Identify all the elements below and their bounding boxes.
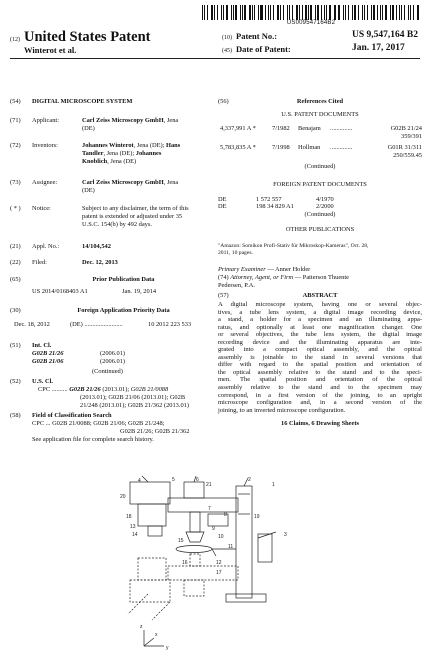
camera-box	[138, 504, 166, 526]
assignee-loc: , Jena	[163, 179, 179, 186]
figure-reference-numeral: 3	[284, 532, 287, 538]
cpc-label: CPC ..........	[38, 386, 68, 393]
axis-triad	[144, 630, 164, 646]
figure-reference-numeral: 10	[218, 534, 224, 540]
inid-code: (58)	[10, 412, 21, 419]
inid-code: (57)	[218, 292, 229, 299]
inverted-camera-box	[138, 558, 166, 580]
applicant-loc: , Jena	[163, 117, 179, 124]
stand-column	[236, 486, 252, 598]
filed-date: Dec. 12, 2013	[82, 259, 118, 266]
eyepiece-tube	[184, 482, 204, 498]
inid-code: (74)	[218, 274, 229, 281]
cpc-year: (2013.01);	[102, 386, 130, 393]
examiner-name: — Anner Holder	[267, 266, 311, 273]
figure-reference-numeral: 4	[138, 478, 141, 484]
abstract-line: differ with regard to the spatial position and orientation of	[218, 361, 422, 369]
ref-class: 359/391	[401, 133, 422, 140]
inid-code: (12)	[10, 37, 20, 43]
abstract-line: or several objectives, the tube lens system, the digital image	[218, 331, 422, 339]
abstract-line: men. The spatial position and orientation of the optical	[218, 376, 422, 384]
abstract-line: A digital microscope system, having one or several objec-	[218, 301, 422, 308]
inid-code: (54)	[10, 98, 21, 105]
figure-reference-numeral: 16	[182, 560, 188, 566]
upper-arm	[168, 498, 238, 512]
abstract-line: tives, a tube lens system, a digital image recording device,	[218, 308, 422, 316]
camera-housing	[130, 482, 170, 504]
inid-code: (52)	[10, 378, 21, 385]
inventor-loc: , Jena (DE);	[133, 142, 165, 149]
barcode-number: US009547164B2	[286, 20, 336, 26]
us-cl-line: 21/248 (2013.01); G02B 21/362 (2013.01)	[80, 402, 189, 409]
abstract-line: microscope configuration and, in a second version of the	[218, 399, 422, 407]
publication-line: 2011, 10 pages.	[218, 250, 253, 256]
foreign-country: (DE) ........................	[70, 321, 123, 328]
ref-class: G02B 21/24	[390, 125, 422, 132]
stand-side-block	[258, 534, 272, 562]
ref-country: DE	[218, 203, 227, 210]
abstract-line: a stand, a holder for a specimen and an illuminating appa-	[218, 316, 422, 324]
prior-pub-date: Jan. 19, 2014	[122, 288, 157, 295]
prior-pub-number: US 2014/0168403 A1	[32, 288, 88, 295]
microscope-drawing	[108, 474, 298, 652]
attorney-name: — Patterson Thuente	[294, 274, 349, 281]
claims-summary: 16 Claims, 6 Drawing Sheets	[281, 420, 359, 427]
notice-label: Notice:	[32, 205, 51, 212]
figure-reference-numeral: 13	[130, 524, 136, 530]
field-search-label: Field of Classification Search	[32, 412, 112, 419]
specimen-stage	[176, 546, 212, 553]
us-cl-label: U.S. Cl.	[32, 378, 53, 385]
ref-date: 2/2000	[316, 203, 334, 210]
ref-class: G01R 31/311	[387, 144, 422, 151]
ref-name: Benajam	[298, 125, 321, 132]
applicant-loc2: (DE)	[82, 124, 95, 132]
assignee-label: Assignee:	[32, 179, 58, 186]
foreign-patents-heading: FOREIGN PATENT DOCUMENTS	[273, 181, 367, 188]
inid-code: (71)	[10, 117, 21, 124]
attorney	[218, 274, 422, 290]
figure-reference-numeral: 11	[228, 544, 234, 550]
abstract-line: recording device and the illuminating apparatus are inte-	[218, 338, 422, 346]
figure-reference-numeral: 8	[224, 512, 227, 518]
foreign-priority-heading: Foreign Application Priority Data	[77, 307, 170, 314]
field-search-line: CPC ... G02B 21/0088; G02B 21/06; G02B 21/248;	[32, 420, 165, 427]
inventor-name: Tandler	[82, 149, 104, 157]
figure-reference-numeral: 7	[208, 506, 211, 512]
attorney-name: Pedersen, P.A.	[218, 281, 255, 289]
figure-reference-numeral: 9	[212, 526, 215, 532]
axis-z-label: z	[140, 624, 143, 630]
foreign-number: 10 2012 223 533	[148, 321, 192, 328]
abstract-line: joining, to an inverted microscope configuration.	[218, 406, 346, 414]
ref-date: 7/1982	[272, 125, 290, 132]
int-cl-code: G02B 21/26	[32, 350, 64, 357]
continued-note: (Continued)	[92, 368, 123, 375]
figure-reference-numeral: 5	[172, 477, 175, 483]
primary-examiner	[218, 266, 422, 274]
inverted-tube	[184, 580, 204, 596]
continued-note: (Continued)	[304, 211, 336, 218]
ref-number: 198 34 829 A1	[256, 203, 294, 210]
notice-line: patent is extended or adjusted under 35	[82, 212, 183, 220]
patent-no-label: Patent No.:	[236, 31, 278, 41]
figure-reference-numeral: 19	[254, 514, 260, 520]
axis-x-line	[144, 638, 154, 646]
figure-reference-numeral: 2	[248, 477, 251, 483]
notice-line: U.S.C. 154(b) by 492 days.	[82, 220, 152, 228]
abstract-heading-row	[218, 292, 422, 300]
ref-name: Hollman	[298, 144, 321, 151]
inid-code: (51)	[10, 342, 21, 349]
abstract-line: assembly relative to the stand and to the specimen may	[218, 384, 422, 392]
references-heading-row	[218, 98, 422, 106]
applicant-name: Carl Zeiss Microscopy GmbH	[82, 117, 164, 124]
inid-code: (10)	[222, 35, 232, 41]
ref-date: 7/1998	[272, 144, 290, 151]
ref-number: 5,783,835 A *	[220, 144, 256, 151]
inventor-name: Hans	[165, 142, 181, 149]
leader-line	[258, 532, 276, 538]
inventor-name: Knoblich	[82, 157, 108, 165]
tube-lens	[190, 512, 200, 532]
axis-x-label: x	[155, 632, 158, 638]
inid-code: (72)	[10, 142, 21, 149]
abstract-line: grated into a compact optical assembly, and the optical	[218, 346, 422, 354]
abstract-line: the optical assembly relative to the stand and to the speci-	[218, 368, 422, 376]
inid-code: (73)	[10, 179, 21, 186]
field-search-line: See application file for complete search history.	[32, 436, 154, 443]
int-cl-label: Int. Cl.	[32, 342, 52, 349]
figure-reference-numeral: 18	[126, 514, 132, 520]
patent-date: Jan. 17, 2017	[352, 43, 405, 53]
inid-code: (45)	[222, 48, 232, 54]
inverted-camera-housing	[130, 580, 170, 602]
illumination-unit	[148, 526, 162, 536]
foreign-date: Dec. 18, 2012	[14, 321, 50, 328]
inventor-name: Johannes Winterot	[82, 142, 134, 149]
ref-dots: ..............	[330, 125, 353, 132]
ref-date: 4/1970	[316, 196, 334, 203]
attorney-label: Attorney, Agent, or Firm	[230, 274, 294, 281]
figure-reference-numeral: 6	[196, 477, 199, 483]
filed-label: Filed:	[32, 259, 47, 266]
field-search-line: G02B 21/26; G02B 21/362	[120, 428, 190, 435]
leader-line	[142, 476, 148, 482]
cpc-code: G02B 21/26	[69, 386, 101, 393]
inverted-tube-lens	[190, 554, 200, 566]
other-publications-heading: OTHER PUBLICATIONS	[285, 226, 355, 233]
assignee-loc2: (DE)	[82, 186, 95, 194]
publication-line: "Amazon: Somikon Profi-Stativ für Mikroskop-Kameras", Oct. 28,	[218, 243, 369, 249]
int-cl-year: (2006.01)	[100, 358, 126, 365]
inventors-short: Winterot et al.	[24, 45, 77, 55]
abstract-heading: ABSTRACT	[302, 292, 338, 299]
figure-labels	[120, 477, 287, 576]
assignee-name: Carl Zeiss Microscopy GmbH	[82, 179, 164, 186]
ref-dots: ..............	[330, 144, 353, 151]
inventor-loc: , Jena (DE)	[107, 157, 137, 165]
notice-line: Subject to any disclaimer, the term of this	[82, 205, 189, 212]
figure-reference-numeral: 17	[216, 570, 222, 576]
inid-code: (65)	[10, 276, 21, 283]
inid-code: (56)	[218, 98, 229, 105]
figure-reference-numeral: 12	[216, 560, 222, 566]
objective	[186, 532, 204, 542]
ref-number: 4,337,991 A *	[220, 125, 256, 132]
appl-label: Appl. No.:	[32, 243, 60, 250]
inid-code: ( * )	[10, 205, 21, 212]
ref-class: 250/559.45	[393, 152, 422, 159]
int-cl-code: G02B 21/06	[32, 358, 64, 365]
inid-code: (21)	[10, 243, 21, 250]
invention-title: DIGITAL MICROSCOPE SYSTEM	[32, 98, 133, 105]
figure-reference-numeral: 20	[120, 494, 126, 500]
references-heading: References Cited	[296, 98, 344, 105]
prior-pub-heading: Prior Publication Data	[92, 276, 155, 283]
ref-country: DE	[218, 196, 227, 203]
ref-number: 1 572 557	[256, 196, 282, 203]
inid-code: (30)	[10, 307, 21, 314]
other-publication	[218, 243, 422, 257]
inventor-name: Johannes	[135, 149, 162, 157]
inverted-diagonal	[152, 602, 170, 620]
inverted-arm	[168, 566, 238, 580]
appl-number: 14/104,542	[82, 243, 111, 250]
figure-reference-numeral: 14	[132, 532, 138, 538]
figure-reference-numeral: 1	[272, 482, 275, 488]
examiner-label: Primary Examiner	[218, 266, 266, 273]
leader-line	[212, 549, 216, 556]
applicant-label: Applicant:	[32, 117, 59, 124]
axis-y-label: y	[166, 645, 169, 651]
us-cl-line: (2013.01); G02B 21/06 (2013.01); G02B	[80, 394, 186, 401]
us-patents-heading: U.S. PATENT DOCUMENTS	[281, 111, 359, 118]
doc-type: United States Patent	[24, 29, 151, 45]
abstract-line: correspond, in a first version of the joining, to an upright	[218, 391, 422, 399]
inverted-diagonal	[128, 594, 148, 614]
abstract-body	[218, 301, 422, 414]
abstract-line: assembly is joinable to the stand in several versions that	[218, 353, 422, 361]
cpc-code: G02B 21/0088	[130, 386, 169, 393]
figure-reference-numeral: 15	[178, 538, 184, 544]
inventors-label: Inventors:	[32, 142, 58, 149]
figure-reference-numeral: 21	[206, 482, 212, 488]
inventor-loc: , Jena (DE);	[103, 149, 135, 157]
int-cl-year: (2006.01)	[100, 350, 126, 357]
patent-number: US 9,547,164 B2	[352, 30, 418, 40]
continued-note: (Continued)	[304, 163, 336, 170]
inid-code: (22)	[10, 259, 21, 266]
abstract-line: ratus, and optionally at least one magnification changer. One	[218, 323, 422, 331]
date-label: Date of Patent:	[236, 44, 291, 54]
